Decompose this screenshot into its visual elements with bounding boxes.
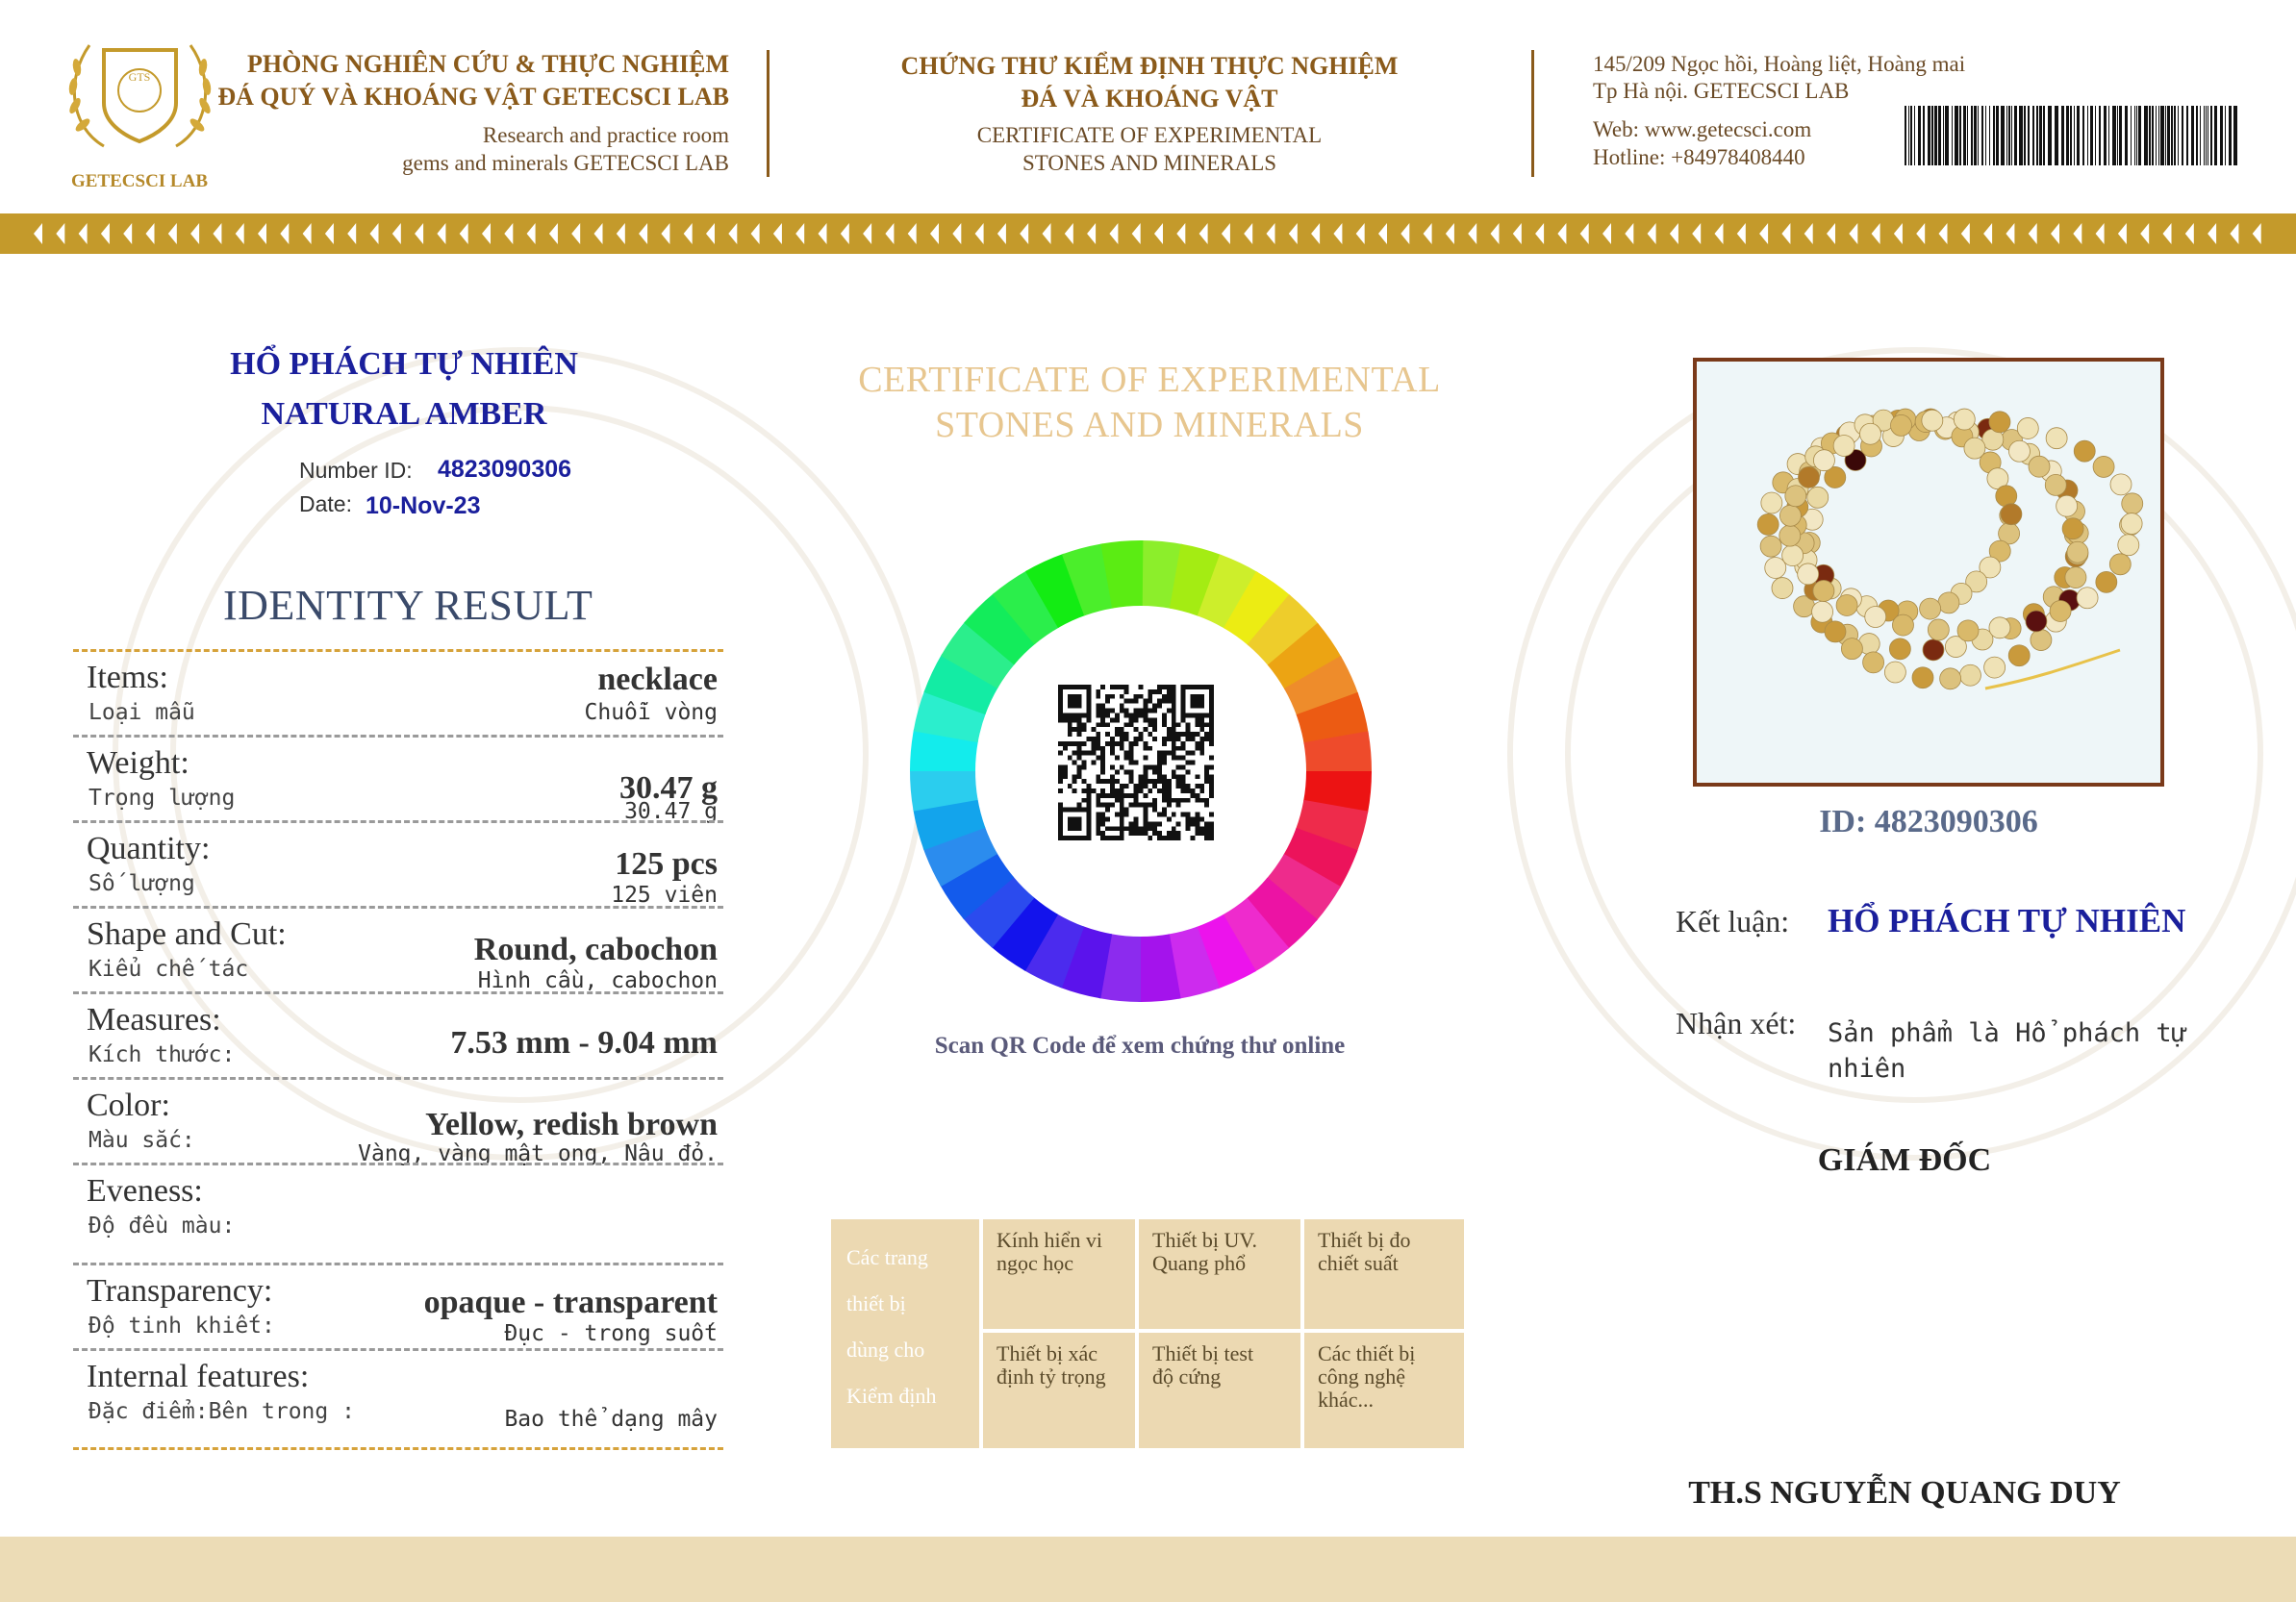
result-row-measures xyxy=(73,991,723,1077)
result-label-vi: Độ tinh khiết: xyxy=(88,1314,275,1339)
equipment-side-label: Các trang thiết bị dùng cho Kiểm định xyxy=(831,1219,979,1448)
result-label: Items: xyxy=(87,660,168,695)
equipment-density: Thiết bị xác định tỷ trọng xyxy=(983,1333,1135,1448)
barcode xyxy=(1905,106,2237,165)
lab-hotline: Hotline: +84978408440 xyxy=(1593,145,1805,169)
lab-address: 145/209 Ngọc hồi, Hoàng liệt, Hoàng mai Tp Hà nội. GETECSCI LAB xyxy=(1593,52,1966,103)
result-value-vi: Vàng, vàng mật ong, Nâu đỏ. xyxy=(358,1141,718,1166)
equipment-hardness: Thiết bị test độ cứng xyxy=(1139,1333,1300,1448)
signer-name: TH.S NGUYỄN QUANG DUY xyxy=(1688,1475,2121,1511)
result-label: Color: xyxy=(87,1088,170,1123)
cert-name-en: CERTIFICATE OF EXPERIMENTAL STONES AND MINERALS xyxy=(976,123,1323,175)
result-label: Quantity: xyxy=(87,831,211,866)
result-value: 7.53 mm - 9.04 mm xyxy=(450,1025,718,1061)
result-value: opaque - transparent xyxy=(423,1285,718,1320)
result-value-vi: 125 viên xyxy=(611,883,718,908)
result-value: 30.47 g xyxy=(619,770,718,806)
result-label-vi: Màu sắc: xyxy=(88,1128,195,1153)
result-row-shape xyxy=(73,906,723,991)
result-table-bottom-border xyxy=(73,1447,723,1450)
certificate-title: CERTIFICATE OF EXPERIMENTAL STONES AND MINERALS xyxy=(858,360,1441,445)
date-value: 10-Nov-23 xyxy=(366,492,481,519)
conclusion-label: Kết luận: xyxy=(1676,904,1790,939)
number-id-value: 4823090306 xyxy=(438,456,572,483)
remark-value: Sản phẩm là Hổ phách tự nhiên xyxy=(1828,1018,2187,1084)
result-label-vi: Đặc điểm:Bên trong : xyxy=(88,1399,355,1424)
identity-result-title: IDENTITY RESULT xyxy=(223,582,593,629)
result-value-vi: Bao thể dạng mây xyxy=(504,1407,718,1432)
stone-name-en: NATURAL AMBER xyxy=(261,396,547,432)
equipment-refractometer: Thiết bị đo chiết suất xyxy=(1304,1219,1464,1329)
result-value: Round, cabochon xyxy=(473,932,718,967)
result-label-vi: Kích thước: xyxy=(88,1042,236,1067)
header-divider xyxy=(767,50,770,177)
result-label-vi: Độ đều màu: xyxy=(88,1214,236,1239)
result-value: Yellow, redish brown xyxy=(425,1107,718,1142)
equipment-other: Các thiết bị công nghệ khác... xyxy=(1304,1333,1464,1448)
stone-name-vn: HỔ PHÁCH TỰ NHIÊN xyxy=(230,346,578,382)
result-label-vi: Số lượng xyxy=(88,871,195,896)
result-label-vi: Loại mẫu xyxy=(88,700,195,725)
result-row-quantity xyxy=(73,820,723,906)
result-label: Weight: xyxy=(87,745,189,781)
result-label: Internal features: xyxy=(87,1359,310,1394)
scan-qr-text: Scan QR Code để xem chứng thư online xyxy=(934,1033,1346,1059)
remark-label: Nhận xét: xyxy=(1676,1006,1797,1040)
cert-name-vn: CHỨNG THƯ KIỂM ĐỊNH THỰC NGHIỆM ĐÁ VÀ KHOÁNG VẬT xyxy=(900,52,1399,113)
result-label-vi: Trọng lượng xyxy=(88,786,236,811)
arrow-pattern xyxy=(29,213,2270,254)
equipment-grid xyxy=(831,1219,1464,1448)
result-value-vi: Chuỗi vòng xyxy=(584,700,718,725)
sample-photo xyxy=(1693,358,2164,787)
bottom-band xyxy=(0,1537,2296,1602)
sample-id: ID: 4823090306 xyxy=(1819,804,2038,839)
director-title: GIÁM ĐỐC xyxy=(1817,1142,1992,1178)
result-value-vi: Đục - trong suốt xyxy=(504,1321,718,1346)
header-divider xyxy=(1531,50,1534,177)
result-label: Transparency: xyxy=(87,1273,273,1309)
result-value-vi: Hình cầu, cabochon xyxy=(477,968,718,993)
result-label: Eveness: xyxy=(87,1173,203,1209)
result-value-vi: 30.47 g xyxy=(624,799,718,824)
logo-text: GETECSCI LAB xyxy=(70,171,209,191)
amber-necklace-image xyxy=(1697,362,2160,783)
result-row-weight xyxy=(73,735,723,824)
result-row-internal xyxy=(73,1348,723,1447)
result-value: 125 pcs xyxy=(615,846,718,882)
result-row-items xyxy=(73,649,723,735)
equipment-microscope: Kính hiển vi ngọc học xyxy=(983,1219,1135,1329)
result-label: Measures: xyxy=(87,1002,221,1038)
result-row-eveness xyxy=(73,1163,723,1248)
number-id-label: Number ID: xyxy=(299,458,413,483)
logo-emblem: GTS xyxy=(128,70,151,84)
lab-name-en: Research and practice room gems and minerals GETECSCI LAB xyxy=(402,123,729,175)
result-row-color xyxy=(73,1077,723,1166)
lab-web: Web: www.getecsci.com xyxy=(1593,117,1812,141)
qr-code[interactable] xyxy=(1058,685,1214,840)
result-value: necklace xyxy=(597,662,718,697)
equipment-uv-spectroscope: Thiết bị UV. Quang phổ xyxy=(1139,1219,1300,1329)
lab-name-vn: PHÒNG NGHIÊN CỨU & THỰC NGHIỆM ĐÁ QUÝ VÀ KHOÁNG VẬT GETECSCI LAB xyxy=(217,50,729,111)
conclusion-value: HỔ PHÁCH TỰ NHIÊN xyxy=(1828,902,2186,939)
result-label-vi: Kiểu chế tác xyxy=(88,957,249,982)
date-label: Date: xyxy=(299,491,352,516)
result-row-transparency xyxy=(73,1263,723,1348)
result-label: Shape and Cut: xyxy=(87,916,287,952)
